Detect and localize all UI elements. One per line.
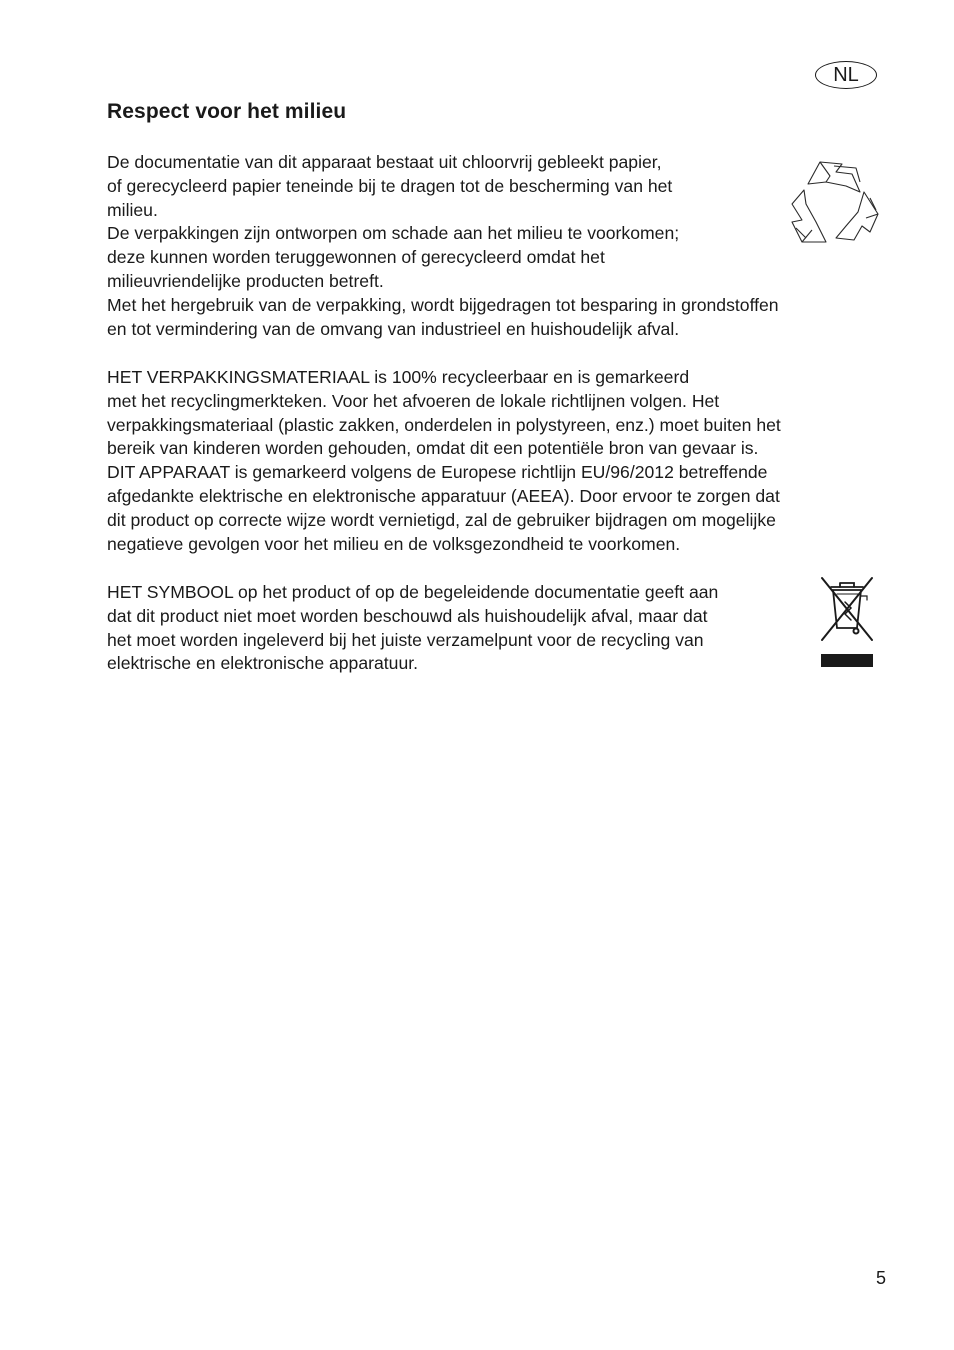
text-line: negatieve gevolgen voor het milieu en de volksgezondheid te voorkomen.	[107, 533, 681, 554]
text-line: en tot vermindering van de omvang van industrieel en huishoudelijk afval.	[107, 318, 680, 339]
text-line: afgedankte elektrische en elektronische apparatuur (AEEA). Door ervoor te zorgen dat	[107, 485, 780, 506]
text-line: elektrische en elektronische apparatuur.	[107, 653, 419, 674]
language-badge: NL	[815, 61, 877, 89]
text-line: Met het hergebruik van de verpakking, wordt bijgedragen tot besparing in grondstoffen	[107, 295, 779, 315]
text-line: dat dit product niet moet worden beschouwd als huishoudelijk afval, maar dat	[107, 605, 708, 626]
paragraph-symbol	[107, 581, 803, 676]
page-title: Respect voor het milieu	[107, 100, 347, 123]
paragraph-packaging-material	[107, 366, 878, 556]
text-line: milieu.	[107, 199, 158, 220]
text-line: De documentatie van dit apparaat bestaat uit chloorvrij gebleekt papier,	[107, 152, 662, 172]
text-line: dit product op correcte wijze wordt vernietigd, zal de gebruiker bijdragen om mogelijke	[107, 509, 776, 530]
text-line: het moet worden ingeleverd bij het juiste verzamelpunt voor de recycling van	[107, 629, 704, 650]
paragraph-documentation-packaging	[107, 151, 772, 294]
crossed-out-bin-icon	[818, 574, 876, 670]
paragraph-reuse	[107, 294, 878, 342]
text-line: HET SYMBOOL op het product of op de begeleidende documentatie geeft aan	[107, 582, 719, 602]
page-number: 5	[876, 1268, 887, 1288]
text-line: met het recyclingmerkteken. Voor het afvoeren de lokale richtlijnen volgen. Het	[107, 390, 720, 411]
text-line: bereik van kinderen worden gehouden, omdat dit een potentiële bron van gevaar is.	[107, 438, 759, 459]
text-line: De verpakkingen zijn ontworpen om schade aan het milieu te voorkomen;	[107, 223, 680, 244]
text-line: milieuvriendelijke producten betreft.	[107, 270, 384, 291]
text-line: deze kunnen worden teruggewonnen of gerecycleerd omdat het	[107, 247, 605, 268]
recycle-icon	[786, 152, 880, 250]
text-line: of gerecycleerd papier teneinde bij te dragen tot de bescherming van het	[107, 175, 673, 196]
text-line: HET VERPAKKINGSMATERIAAL is 100% recycleerbaar en is gemarkeerd	[107, 367, 690, 387]
text-line: verpakkingsmateriaal (plastic zakken, onderdelen in polystyreen, enz.) moet buiten het	[107, 414, 781, 435]
text-line: DIT APPARAAT is gemarkeerd volgens de Europese richtlijn EU/96/2012 betreffende	[107, 462, 768, 483]
